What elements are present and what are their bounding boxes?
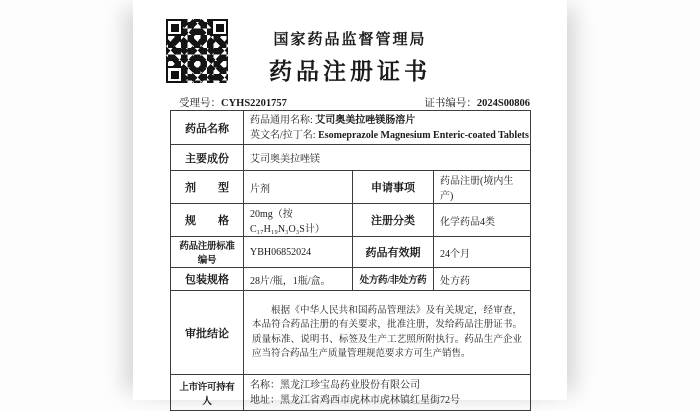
- value-application-item: 药品注册(境内生产): [434, 171, 531, 204]
- row-drug-name: [171, 111, 531, 145]
- label-main-ingredient: 主要成份: [171, 145, 244, 171]
- value-specification: 20mg（按C₁₇H₁₉N₃O₃S计）: [244, 204, 353, 237]
- acceptance-number-label: 受理号：: [179, 98, 221, 109]
- cell-drug-name: [244, 111, 531, 145]
- cell-holder: [244, 375, 531, 411]
- certificate-number: [424, 95, 530, 110]
- certificate-numbers-row: [179, 95, 530, 110]
- label-specification: 规 格: [171, 204, 244, 237]
- value-validity: 24个月: [434, 237, 531, 268]
- agency-name: 国家药品监督管理局: [273, 31, 427, 48]
- row-approval: [171, 291, 531, 375]
- label-registration-class: 注册分类: [353, 204, 434, 237]
- label-drug-name: 药品名称: [171, 111, 244, 145]
- certificate-number-value: 2024S00806: [476, 98, 530, 109]
- row-dosage-application: [171, 171, 531, 204]
- english-name-value: Esomeprazole Magnesium Enteric-coated Tablets: [318, 129, 529, 141]
- label-validity: 药品有效期: [353, 237, 434, 268]
- row-holder: [171, 375, 531, 411]
- value-package: 28片/瓶，1瓶/盒。: [244, 268, 353, 291]
- certificate-title: 药品注册证书: [269, 59, 431, 84]
- holder-addr-label: 地址：: [250, 394, 280, 406]
- label-package: 包装规格: [171, 268, 244, 291]
- value-main-ingredient: 艾司奥美拉唑镁: [244, 145, 531, 171]
- label-application-item: 申请事项: [353, 171, 434, 204]
- cell-approval: [244, 291, 531, 375]
- row-spec-class: [171, 204, 531, 237]
- holder-name-value: 黑龙江珍宝岛药业股份有限公司: [280, 379, 420, 391]
- value-registration-class: 化学药品4类: [434, 204, 531, 237]
- generic-name-value: 艾司奥美拉唑镁肠溶片: [315, 114, 416, 126]
- certificate-number-label: 证书编号：: [424, 98, 477, 109]
- acceptance-number-value: CYHS2201757: [221, 98, 287, 109]
- label-dosage-form: 剂 型: [171, 171, 244, 204]
- value-dosage-form: 片剂: [244, 171, 353, 204]
- row-standard-validity: [171, 237, 531, 268]
- holder-addr-value: 黑龙江省鸡西市虎林市虎林镇红星街72号: [280, 394, 460, 406]
- label-standard-no: 药品注册标准编号: [171, 237, 244, 268]
- row-package-rx: [171, 268, 531, 291]
- acceptance-number: [179, 95, 287, 110]
- certificate-table: [170, 110, 531, 411]
- row-main-ingredient: [171, 145, 531, 171]
- generic-name-label: 药品通用名称:: [250, 114, 316, 126]
- value-standard-no: YBH06852024: [244, 237, 353, 268]
- label-approval: 审批结论: [171, 291, 244, 375]
- holder-name-label: 名称：: [250, 379, 280, 391]
- certificate-page: [133, 0, 567, 407]
- approval-text: 根据《中华人民共和国药品管理法》及有关规定，经审查，本品符合药品注册的有关要求，批准注册，发给药品注册证书。质量标准、说明书、标签及生产工艺照所附执行。药品生产企业应当符合药品生产质量管理规范要求方可生产销售。: [252, 306, 523, 359]
- label-rx-otc: 处方药/非处方药: [353, 268, 434, 291]
- english-name-label: 英文名/拉丁名:: [250, 129, 319, 141]
- label-holder: 上市许可持有人: [171, 375, 244, 411]
- value-rx-otc: 处方药: [434, 268, 531, 291]
